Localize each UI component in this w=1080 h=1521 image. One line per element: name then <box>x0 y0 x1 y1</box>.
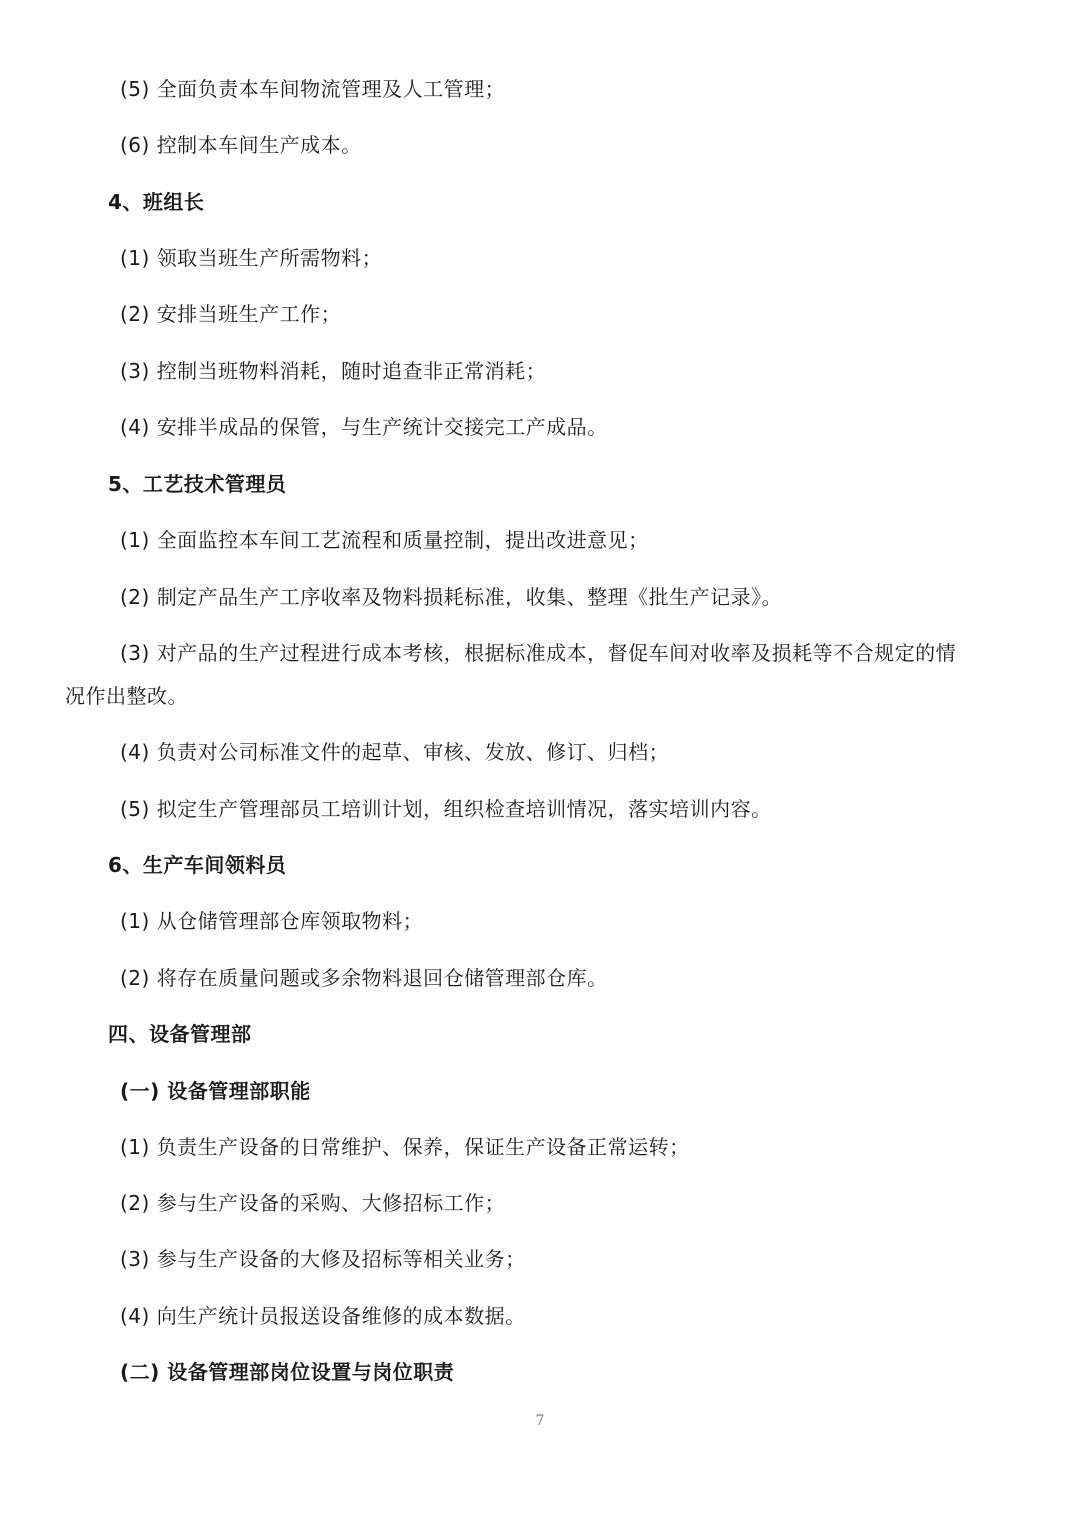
list-item: (6) 控制本车间生产成本。 <box>120 133 362 157</box>
list-item: (3) 对产品的生产过程进行成本考核，根据标准成本，督促车间对收率及损耗等不合规定的情 <box>120 641 957 665</box>
section-heading: 6、生产车间领料员 <box>108 853 287 877</box>
list-item: (2) 安排当班生产工作； <box>120 302 342 326</box>
subsection-heading: (二) 设备管理部岗位设置与岗位职责 <box>120 1360 455 1384</box>
list-item: (4) 向生产统计员报送设备维修的成本数据。 <box>120 1304 526 1328</box>
list-item: (2) 制定产品生产工序收率及物料损耗标准，收集、整理《批生产记录》。 <box>120 585 783 609</box>
list-item: (4) 负责对公司标准文件的起草、审核、发放、修订、归档； <box>120 740 670 764</box>
page-number: 7 <box>535 1413 545 1429</box>
list-item: (1) 负责生产设备的日常维护、保养，保证生产设备正常运转； <box>120 1135 690 1159</box>
list-item: (5) 全面负责本车间物流管理及人工管理； <box>120 77 506 101</box>
list-item: (1) 全面监控本车间工艺流程和质量控制，提出改进意见； <box>120 528 649 552</box>
list-item: (1) 领取当班生产所需物料； <box>120 246 383 270</box>
section-heading: 四、设备管理部 <box>108 1022 252 1046</box>
list-item-continuation: 况作出整改。 <box>65 684 188 708</box>
list-item: (2) 将存在质量问题或多余物料退回仓储管理部仓库。 <box>120 966 608 990</box>
list-item: (3) 参与生产设备的大修及招标等相关业务； <box>120 1247 526 1271</box>
list-item: (3) 控制当班物料消耗，随时追查非正常消耗； <box>120 359 547 383</box>
list-item: (1) 从仓储管理部仓库领取物料； <box>120 909 424 933</box>
list-item: (2) 参与生产设备的采购、大修招标工作； <box>120 1191 506 1215</box>
section-heading: 5、工艺技术管理员 <box>108 472 287 496</box>
section-heading: 4、班组长 <box>108 190 205 214</box>
subsection-heading: (一) 设备管理部职能 <box>120 1079 311 1103</box>
list-item: (4) 安排半成品的保管，与生产统计交接完工产成品。 <box>120 415 608 439</box>
list-item: (5) 拟定生产管理部员工培训计划，组织检查培训情况，落实培训内容。 <box>120 797 772 821</box>
